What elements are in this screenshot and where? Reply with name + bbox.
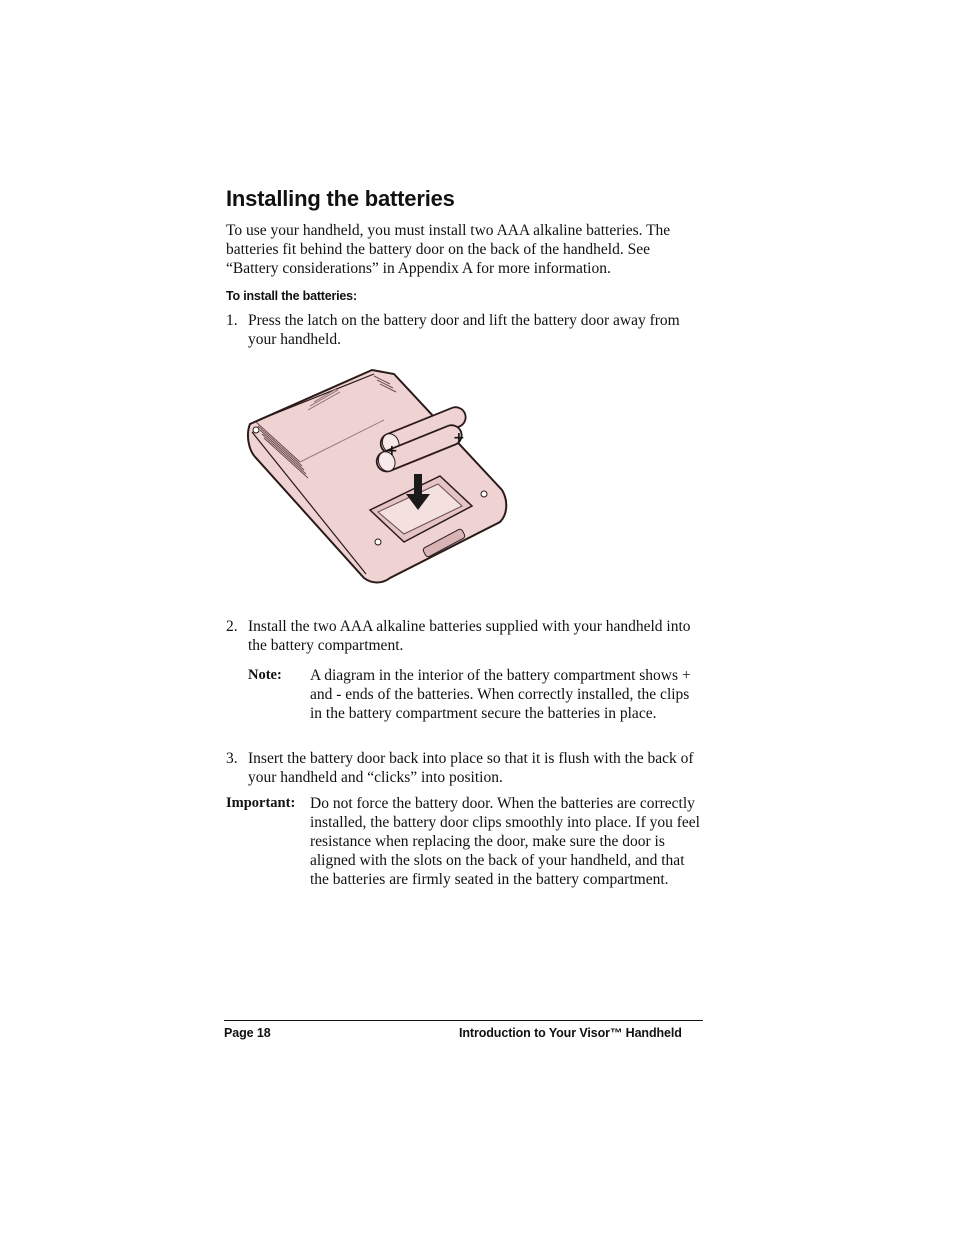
step-text: Insert the battery door back into place so that it is flush with the back of your handheld and “clicks” into position.	[248, 750, 694, 786]
note-block	[248, 666, 704, 723]
step-2	[226, 617, 704, 655]
procedure-title: To install the batteries:	[226, 289, 357, 303]
important-block	[226, 794, 704, 889]
battery-plus-mark: +	[453, 430, 465, 446]
step-1	[226, 311, 704, 349]
footer-rule	[224, 1020, 703, 1021]
intro-paragraph: To use your handheld, you must install two AAA alkaline batteries. The batteries fit behind the battery door on the back of the handheld. See “Battery considerations” in Appendix A for more information.	[226, 222, 671, 277]
screw	[375, 539, 381, 545]
screw	[253, 427, 259, 433]
footer-page-number: Page 18	[224, 1026, 271, 1040]
step-text: Press the latch on the battery door and lift the battery door away from your handheld.	[248, 312, 680, 348]
note-label: Note:	[248, 667, 282, 683]
important-text: Do not force the battery door. When the batteries are correctly installed, the battery door clips smoothly into place. If you feel resistance when replacing the door, make sure the door is aligned with the slots on the back of your handheld, and that the batteries are firmly seated in the battery compartment.	[310, 795, 700, 888]
step-text: Install the two AAA alkaline batteries supplied with your handheld into the battery compartment.	[248, 618, 691, 654]
screw	[481, 491, 487, 497]
step-number: 2.	[226, 618, 238, 635]
section-heading: Installing the batteries	[226, 186, 455, 211]
important-label: Important:	[226, 795, 296, 811]
step-3	[226, 749, 704, 787]
battery-installation-illustration	[244, 362, 514, 587]
step-number: 1.	[226, 312, 238, 329]
handheld-body	[248, 370, 506, 583]
step-number: 3.	[226, 750, 238, 767]
footer-book-title: Introduction to Your Visor™ Handheld	[459, 1026, 682, 1040]
battery-plus-mark: +	[386, 443, 398, 459]
note-text: A diagram in the interior of the battery compartment shows + and - ends of the batteries. When correctly installed, the clips in the battery compartment secure the batteries in place.	[310, 667, 691, 722]
